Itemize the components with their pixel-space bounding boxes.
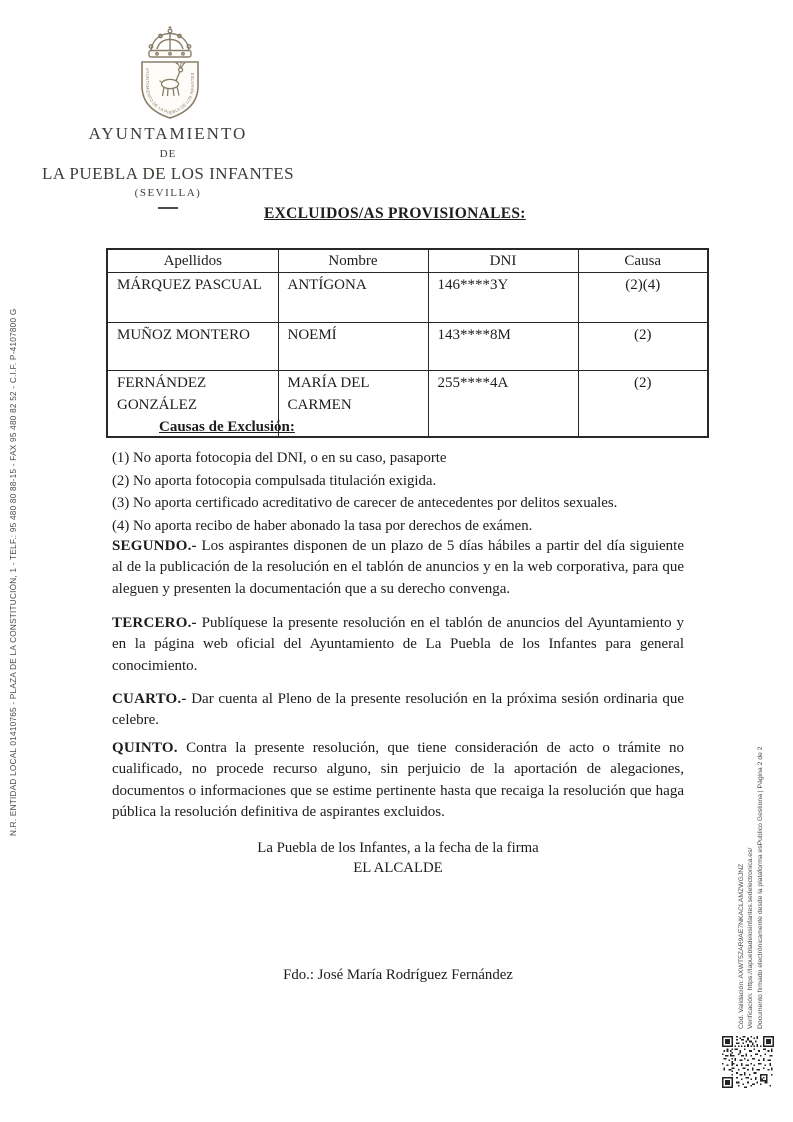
paragraph-segundo [112,536,684,600]
table-row [107,273,708,323]
organization-name-block [15,124,321,209]
coat-of-arms-icon [118,24,222,124]
org-name-provincia: (SEVILLA) [134,187,202,199]
crest-ring-text: AYUNTAMIENTO DE LA PUEBLA DE LOS INFANTES [144,68,196,116]
table-row [107,323,708,371]
cell-dni: 146****3Y [428,273,578,323]
cell-dni: 143****8M [428,323,578,371]
verification-url-line: Verificación: https://lapuebladelosinfantes.sedelectronica.es/ [747,847,755,1029]
exclusion-table-wrap [106,248,709,438]
col-header-dni: DNI [428,249,578,273]
cell-nombre: NOEMÍ [278,323,428,371]
org-name-municipio: LA PUEBLA DE LOS INFANTES [41,164,295,183]
table-header-row [107,249,708,273]
paragraph-cuarto [112,689,684,732]
paragraph-tercero [112,613,684,677]
causas-heading: Causas de Exclusión: [159,419,295,435]
causa-item-1: (1) No aporta fotocopia del DNI, o en su caso, pasaporte [112,450,447,466]
paragraph-text: Dar cuenta al Pleno de la presente resolución en la próxima sesión ordinaria que celebre. [112,691,685,729]
exclusion-table [106,248,709,438]
signature-signed-line: Fdo.: José María Rodríguez Fernández [283,967,513,983]
paragraph-lead: CUARTO.- [112,691,187,707]
org-name-ayuntamiento: AYUNTAMIENTO [88,124,248,143]
col-header-apellidos: Apellidos [107,249,278,273]
cell-nombre: MARÍA DEL CARMEN [278,371,428,437]
header-divider [158,207,178,209]
right-margin-validation-block [737,677,765,1029]
signed-platform-line: Documento firmado electrónicamente desde la plataforma esPublico Gestiona | Página 2 de 2 [756,746,764,1029]
col-header-nombre: Nombre [278,249,428,273]
causa-item-3: (3) No aporta certificado acreditativo de carecer de antecedentes por delitos sexuales. [112,495,618,511]
cell-causa: (2)(4) [578,273,708,323]
validation-code-line: Cód. Validación: AXWT5ZAR9AE7NKACLAMZWGJNZ [738,863,745,1029]
cell-nombre: ANTÍGONA [278,273,428,323]
causa-item-4: (4) No aporta recibo de haber abonado la tasa por derechos de exámen. [112,517,533,534]
cell-dni: 255****4A [428,371,578,437]
signature-place-line: La Puebla de los Infantes, a la fecha de la firma [257,840,539,856]
paragraph-text: Los aspirantes disponen de un plazo de 5 días hábiles a partir del día siguiente al de la publicación de la resolución en el tablón de anuncios y en la web corporativa, para que aleguen y presenten la documentación que a su derecho convenga. [112,538,684,597]
paragraph-lead: TERCERO.- [112,615,197,631]
paragraph-text: Publíquese la presente resolución en el tablón de anuncios del Ayuntamiento y en la página web oficial del Ayuntamiento de La Puebla de los Infantes para general conocimiento. [112,615,684,674]
qr-code-icon [722,1036,774,1088]
paragraph-lead: SEGUNDO.- [112,538,197,554]
paragraph-quinto [112,738,684,823]
signature-role-line: EL ALCALDE [353,860,443,876]
cell-causa: (2) [578,323,708,371]
cell-apellidos: FERNÁNDEZ GONZÁLEZ [107,371,278,437]
paragraph-lead: QUINTO. [112,740,178,756]
cell-apellidos: MUÑOZ MONTERO [107,323,278,371]
causas-list [112,447,617,537]
org-name-de: DE [159,148,177,160]
causa-item-2: (2) No aporta fotocopia compulsada titulación exigida. [112,472,437,489]
left-margin-entity-info: N.R. ENTIDAD LOCAL 01410765 - PLAZA DE LA CONSTITUCIÓN, 1 - TELF.: 95 480 80 88-15 - FAX 95 480 82 52 - C.I.F. P-4107800 G [9,308,18,836]
col-header-causa: Causa [578,249,708,273]
cell-apellidos: MÁRQUEZ PASCUAL [107,273,278,323]
page-title: EXCLUIDOS/AS PROVISIONALES: [264,205,526,222]
cell-causa: (2) [578,371,708,437]
paragraph-text: Contra la presente resolución, que tiene consideración de acto o trámite no cualificado, no procede recurso alguno, sin perjuicio de la aportación de alegaciones, documentos o informaciones que se estime pertinente hasta que recaiga la resolución que haga pública la resolución definitiva de aspirantes excluidos. [112,740,685,820]
signature-block [112,838,684,878]
